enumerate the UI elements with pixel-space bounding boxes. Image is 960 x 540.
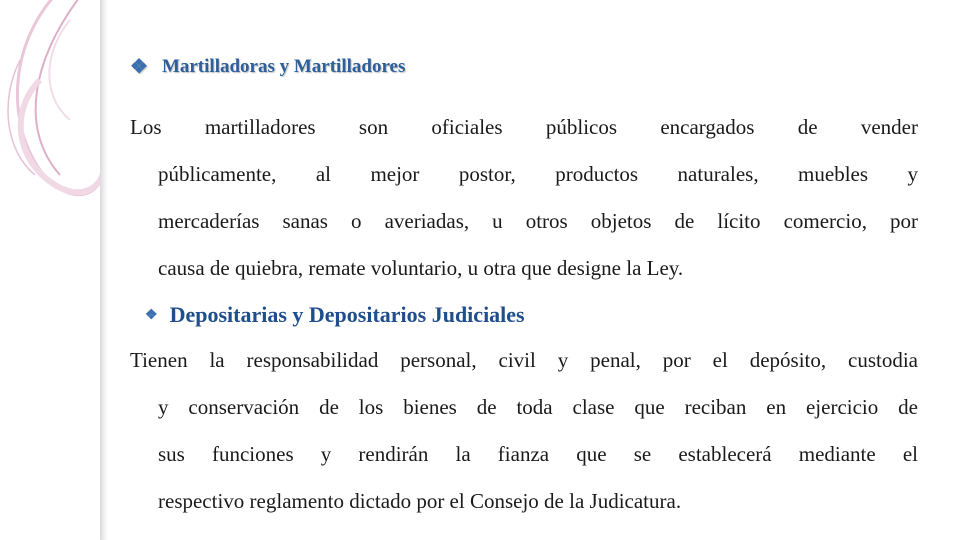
paragraph-line: sus funciones y rendirán la fianza que se establecerá mediante el <box>158 442 918 466</box>
diamond-bullet-icon: ❖ <box>130 56 148 78</box>
section-heading-martilladores <box>130 54 405 79</box>
heading-text: Depositarias y Depositarios Judiciales <box>169 302 525 327</box>
paragraph-line: Tienen la responsabilidad personal, civil y penal, por el depósito, custodia <box>130 348 918 372</box>
paragraph-martilladores <box>130 104 918 292</box>
paragraph-line: respectivo reglamento dictado por el Consejo de la Judicatura. <box>158 489 682 513</box>
paragraph-line: públicamente, al mejor postor, productos naturales, muebles y <box>158 162 918 186</box>
paragraph-depositarios <box>130 337 918 525</box>
heading-text: Martilladoras y Martilladores <box>161 55 406 77</box>
slide-left-border <box>100 0 108 540</box>
diamond-bullet-icon: ❖ <box>145 307 158 323</box>
paragraph-line: y conservación de los bienes de toda clase que reciban en ejercicio de <box>158 395 918 419</box>
paragraph-line: Los martilladores son oficiales públicos encargados de vender <box>130 115 918 139</box>
paragraph-line: causa de quiebra, remate voluntario, u otra que designe la Ley. <box>158 256 684 280</box>
section-heading-depositarios <box>145 302 525 328</box>
paragraph-line: mercaderías sanas o averiadas, u otros objetos de lícito comercio, por <box>158 209 918 233</box>
